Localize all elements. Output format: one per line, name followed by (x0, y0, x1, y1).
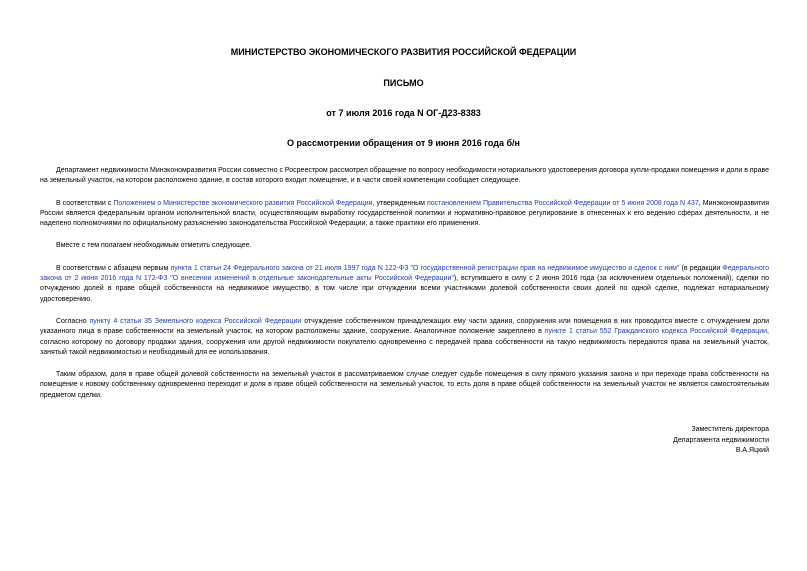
paragraph-3: Вместе с тем полагаем необходимым отметить следующее. (56, 242, 252, 250)
paragraph-5-text-1: Согласно (56, 317, 90, 325)
letter-body (40, 166, 769, 413)
link-civil-code-art-552[interactable]: пункте 1 статьи 552 Гражданского кодекса Российской Федерации (544, 328, 768, 336)
link-law-122-fz[interactable]: пункта 1 статьи 24 Федерального закона от 21 июля 1997 года N 122-ФЗ "О государственной регистрации прав на недвижимое имущество и сделок с ним" (170, 264, 680, 272)
subject-heading: О рассмотрении обращения от 9 июня 2016 года б/н (287, 138, 520, 148)
paragraph-2 (40, 199, 769, 230)
paragraph-4-text-3: ), вступившего в силу с 2 июня 2016 года (за исключением отдельных положений), сделки по отчуждению долей в праве общей собственности на недвижимое имущество, в том числе при отчуждении всеми участниками долевой собственности своих долей по одной сделке, подлежат нотариальному удостоверению. (40, 275, 769, 303)
paragraph-2-text-3: , Минэкономразвития России является федеральным органом исполнительной власти, осуществляющим выработку государственной политики и нормативно-правовое регулирование в отнесенных к его ведению сферах деятельности, и не наделено полномочиями по официальному разъяснению законодательства Российской Федерации, а также практики его применения. (40, 199, 770, 228)
paragraph-1: Департамент недвижимости Минэкономразвития России совместно с Росреестром рассмотрел обращение по вопросу необходимости нотариального удостоверения договора купли-продажи помещения и доли в праве на земельный участок, на котором расположено здание, в состав которого входит помещение, и в части своей компетенции сообщает следующее. (40, 167, 769, 185)
signature-department: Департамента недвижимости (673, 436, 769, 444)
signature-block (673, 425, 769, 457)
paragraph-2-text-2: , утвержденным (372, 199, 427, 207)
paragraph-5-text-2: отчуждение собственником принадлежащих ему части здания, сооружения или помещения в них проводится вместе с отчуждением доли указанного лица в праве собственности на земельный участок, на котором расположены здание, сооружение. Аналогичное положение закреплено в (40, 317, 770, 336)
signature-name: В.А.Яцкий (735, 447, 769, 454)
link-law-172-fz[interactable]: Федерального закона от 2 июня 2016 года N 172-ФЗ "О внесении изменений в отдельные законодательные акты Российской Федерации" (40, 264, 769, 283)
paragraph-4-text-2: (в редакции (679, 264, 723, 272)
paragraph-2-text-1: В соответствии с (56, 199, 114, 207)
paragraph-5 (40, 317, 769, 358)
paragraph-4-text-1: В соответствии с абзацем первым (56, 264, 171, 272)
ministry-heading: МИНИСТЕРСТВО ЭКОНОМИЧЕСКОГО РАЗВИТИЯ РОССИЙСКОЙ ФЕДЕРАЦИИ (230, 47, 577, 57)
link-ministry-regulation[interactable]: Положением о Министерстве экономического развития Российской Федерации (113, 199, 373, 207)
paragraph-5-text-3: , согласно которому по договору продажи здания, сооружения или другой недвижимости покупателю одновременно с передачей права собственности на такую недвижимость передаются права на земельный участок, занятый такой недвижимостью и необходимый для ее использования. (40, 328, 769, 356)
paragraph-6: Таким образом, доля в праве общей долевой собственности на земельный участок в рассматриваемом случае следует судьбе помещения в силу прямого указания закона и при переходе права собственности на помещение к новому собственнику одновременно переходит и доля в праве общей собственности на земельный участок, то есть доля в праве общей собственности на земельный участок не является самостоятельным предметом сделки. (40, 371, 769, 399)
date-number-heading: от 7 июля 2016 года N ОГ-Д23-8383 (326, 108, 481, 118)
document-type-heading: ПИСЬМО (383, 78, 424, 88)
signature-position: Заместитель директора (691, 426, 769, 433)
link-land-code-art-35[interactable]: пункту 4 статьи 35 Земельного кодекса Российской Федерации (89, 317, 302, 325)
link-government-resolution-437[interactable]: постановлением Правительства Российской Федерации от 5 июня 2008 года N 437 (426, 199, 699, 207)
paragraph-4 (40, 264, 769, 305)
